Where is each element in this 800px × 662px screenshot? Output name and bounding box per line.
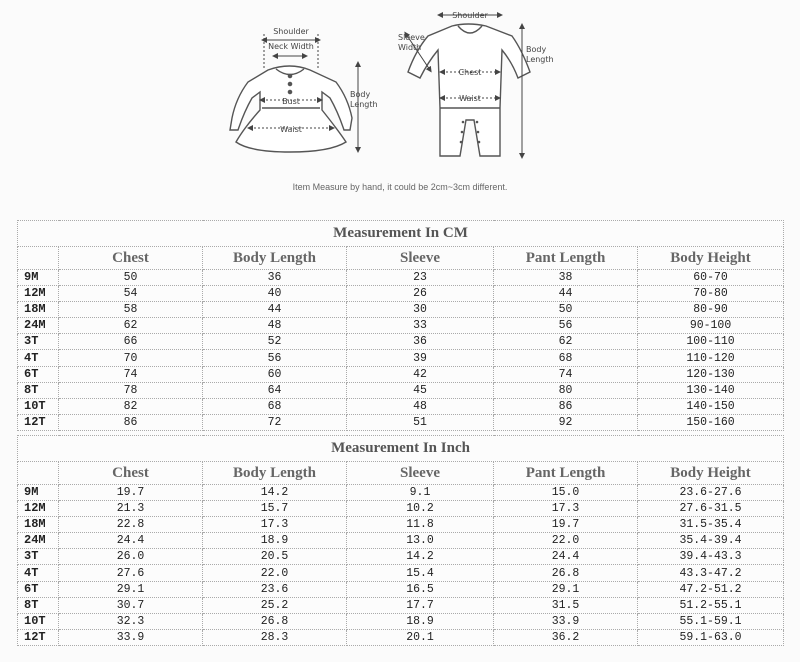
size-cell: 6T [18, 581, 59, 597]
table-cell: 31.5 [494, 597, 638, 613]
table-cell: 120-130 [638, 366, 784, 382]
table-cell: 68 [494, 350, 638, 366]
table-row [18, 270, 784, 286]
romper-chest-label: Chest [458, 68, 482, 77]
table-cell: 27.6 [59, 565, 203, 581]
inch-header-chest: Chest [59, 462, 203, 485]
table-cell: 60-70 [638, 270, 784, 286]
table-cell: 86 [494, 398, 638, 414]
table-cell: 56 [203, 350, 347, 366]
table-cell: 48 [347, 398, 494, 414]
table-cell: 31.5-35.4 [638, 517, 784, 533]
table-cell: 74 [59, 366, 203, 382]
table-cell: 40 [203, 286, 347, 302]
table-cell: 29.1 [59, 581, 203, 597]
table-cell: 15.4 [347, 565, 494, 581]
table-row [18, 334, 784, 350]
table-row [18, 565, 784, 581]
table-cell: 14.2 [203, 485, 347, 501]
table-cell: 90-100 [638, 318, 784, 334]
table-cell: 33 [347, 318, 494, 334]
romper-body-label: Body [526, 45, 547, 54]
table-cell: 36 [347, 334, 494, 350]
table-row [18, 485, 784, 501]
table-cell: 74 [494, 366, 638, 382]
table-row [18, 549, 784, 565]
table-cell: 17.7 [347, 597, 494, 613]
size-cell: 3T [18, 334, 59, 350]
dress-illustration [230, 66, 352, 152]
table-cell: 15.0 [494, 485, 638, 501]
dress-shoulder-label: Shoulder [273, 27, 309, 36]
table-cell: 43.3-47.2 [638, 565, 784, 581]
table-cell: 86 [59, 414, 203, 430]
size-cell: 4T [18, 350, 59, 366]
cm-header-body-height: Body Height [638, 247, 784, 270]
cm-header-row [18, 247, 784, 270]
table-row [18, 613, 784, 629]
table-row [18, 581, 784, 597]
table-cell: 60 [203, 366, 347, 382]
table-cell: 25.2 [203, 597, 347, 613]
table-cell: 44 [494, 286, 638, 302]
inch-header-body-length: Body Length [203, 462, 347, 485]
inch-header-size [18, 462, 59, 485]
table-cell: 50 [494, 302, 638, 318]
table-cell: 56 [494, 318, 638, 334]
table-cell: 100-110 [638, 334, 784, 350]
table-cell: 80 [494, 382, 638, 398]
size-cell: 6T [18, 366, 59, 382]
table-cell: 62 [494, 334, 638, 350]
inch-header-sleeve: Sleeve [347, 462, 494, 485]
dress-waist-label: Waist [280, 125, 302, 134]
table-cell: 70 [59, 350, 203, 366]
table-cell: 24.4 [59, 533, 203, 549]
table-row [18, 398, 784, 414]
table-cell: 58 [59, 302, 203, 318]
table-cell: 59.1-63.0 [638, 629, 784, 645]
size-cell: 8T [18, 597, 59, 613]
size-cell: 18M [18, 517, 59, 533]
cm-header-chest: Chest [59, 247, 203, 270]
table-row [18, 350, 784, 366]
table-row [18, 366, 784, 382]
dress-bust-label: Bust [282, 97, 300, 106]
romper-length-label: Length [526, 55, 554, 64]
dress-body-label: Body [350, 90, 371, 99]
size-cell: 12M [18, 286, 59, 302]
size-cell: 9M [18, 485, 59, 501]
table-row [18, 533, 784, 549]
table-cell: 78 [59, 382, 203, 398]
measurement-note: Item Measure by hand, it could be 2cm~3cm different. [292, 182, 508, 192]
inch-measurement-table [17, 435, 784, 646]
cm-measurement-table [17, 220, 784, 431]
table-cell: 23.6 [203, 581, 347, 597]
table-cell: 35.4-39.4 [638, 533, 784, 549]
table-row [18, 517, 784, 533]
table-cell: 14.2 [347, 549, 494, 565]
romper-waist-label: Waist [459, 94, 481, 103]
romper-illustration [408, 24, 530, 156]
table-row [18, 286, 784, 302]
table-cell: 140-150 [638, 398, 784, 414]
cm-header-body-length: Body Length [203, 247, 347, 270]
inch-header-row [18, 462, 784, 485]
cm-header-size [18, 247, 59, 270]
table-cell: 45 [347, 382, 494, 398]
table-cell: 15.7 [203, 501, 347, 517]
table-cell: 22.0 [203, 565, 347, 581]
table-cell: 72 [203, 414, 347, 430]
table-cell: 17.3 [203, 517, 347, 533]
table-cell: 68 [203, 398, 347, 414]
inch-header-pant-length: Pant Length [494, 462, 638, 485]
table-cell: 21.3 [59, 501, 203, 517]
table-cell: 150-160 [638, 414, 784, 430]
table-cell: 26.8 [494, 565, 638, 581]
dress-length-label: Length [350, 100, 378, 109]
table-cell: 47.2-51.2 [638, 581, 784, 597]
romper-sleeve-label: Sleeve [398, 33, 425, 42]
table-row [18, 382, 784, 398]
inch-header-body-height: Body Height [638, 462, 784, 485]
size-cell: 12M [18, 501, 59, 517]
table-cell: 51 [347, 414, 494, 430]
romper-width-label: Width [398, 43, 422, 52]
table-cell: 22.0 [494, 533, 638, 549]
size-cell: 10T [18, 613, 59, 629]
table-cell: 26 [347, 286, 494, 302]
table-cell: 22.8 [59, 517, 203, 533]
size-cell: 4T [18, 565, 59, 581]
table-cell: 51.2-55.1 [638, 597, 784, 613]
table-cell: 80-90 [638, 302, 784, 318]
table-cell: 48 [203, 318, 347, 334]
cm-header-sleeve: Sleeve [347, 247, 494, 270]
table-cell: 24.4 [494, 549, 638, 565]
table-row [18, 629, 784, 645]
table-cell: 26.0 [59, 549, 203, 565]
table-cell: 27.6-31.5 [638, 501, 784, 517]
table-cell: 52 [203, 334, 347, 350]
size-cell: 18M [18, 302, 59, 318]
table-cell: 10.2 [347, 501, 494, 517]
table-row [18, 597, 784, 613]
table-cell: 44 [203, 302, 347, 318]
table-row [18, 318, 784, 334]
table-cell: 38 [494, 270, 638, 286]
inch-table-title: Measurement In Inch [18, 436, 784, 462]
table-cell: 36.2 [494, 629, 638, 645]
size-cell: 10T [18, 398, 59, 414]
table-cell: 130-140 [638, 382, 784, 398]
table-cell: 20.1 [347, 629, 494, 645]
measurement-diagram [0, 0, 800, 212]
table-cell: 50 [59, 270, 203, 286]
size-cell: 12T [18, 414, 59, 430]
table-cell: 20.5 [203, 549, 347, 565]
table-cell: 29.1 [494, 581, 638, 597]
size-cell: 9M [18, 270, 59, 286]
table-cell: 82 [59, 398, 203, 414]
table-cell: 11.8 [347, 517, 494, 533]
cm-table-title: Measurement In CM [18, 221, 784, 247]
size-cell: 24M [18, 318, 59, 334]
table-cell: 33.9 [59, 629, 203, 645]
table-cell: 18.9 [347, 613, 494, 629]
table-cell: 70-80 [638, 286, 784, 302]
size-cell: 24M [18, 533, 59, 549]
table-cell: 66 [59, 334, 203, 350]
garment-illustrations [0, 0, 800, 212]
table-cell: 9.1 [347, 485, 494, 501]
table-cell: 19.7 [59, 485, 203, 501]
table-row [18, 501, 784, 517]
table-cell: 28.3 [203, 629, 347, 645]
table-cell: 36 [203, 270, 347, 286]
table-cell: 33.9 [494, 613, 638, 629]
table-cell: 32.3 [59, 613, 203, 629]
table-cell: 23.6-27.6 [638, 485, 784, 501]
table-cell: 55.1-59.1 [638, 613, 784, 629]
table-cell: 42 [347, 366, 494, 382]
romper-shoulder-label: Shoulder [452, 11, 488, 20]
table-cell: 30 [347, 302, 494, 318]
table-cell: 64 [203, 382, 347, 398]
dress-neck-width-label: Neck Width [268, 42, 314, 51]
cm-header-pant-length: Pant Length [494, 247, 638, 270]
size-cell: 8T [18, 382, 59, 398]
table-cell: 17.3 [494, 501, 638, 517]
table-cell: 54 [59, 286, 203, 302]
table-cell: 30.7 [59, 597, 203, 613]
table-cell: 26.8 [203, 613, 347, 629]
table-cell: 19.7 [494, 517, 638, 533]
table-cell: 18.9 [203, 533, 347, 549]
table-row [18, 414, 784, 430]
table-cell: 62 [59, 318, 203, 334]
table-cell: 13.0 [347, 533, 494, 549]
table-cell: 110-120 [638, 350, 784, 366]
size-cell: 12T [18, 629, 59, 645]
table-cell: 39 [347, 350, 494, 366]
table-cell: 39.4-43.3 [638, 549, 784, 565]
table-cell: 16.5 [347, 581, 494, 597]
table-cell: 23 [347, 270, 494, 286]
size-cell: 3T [18, 549, 59, 565]
table-cell: 92 [494, 414, 638, 430]
table-row [18, 302, 784, 318]
